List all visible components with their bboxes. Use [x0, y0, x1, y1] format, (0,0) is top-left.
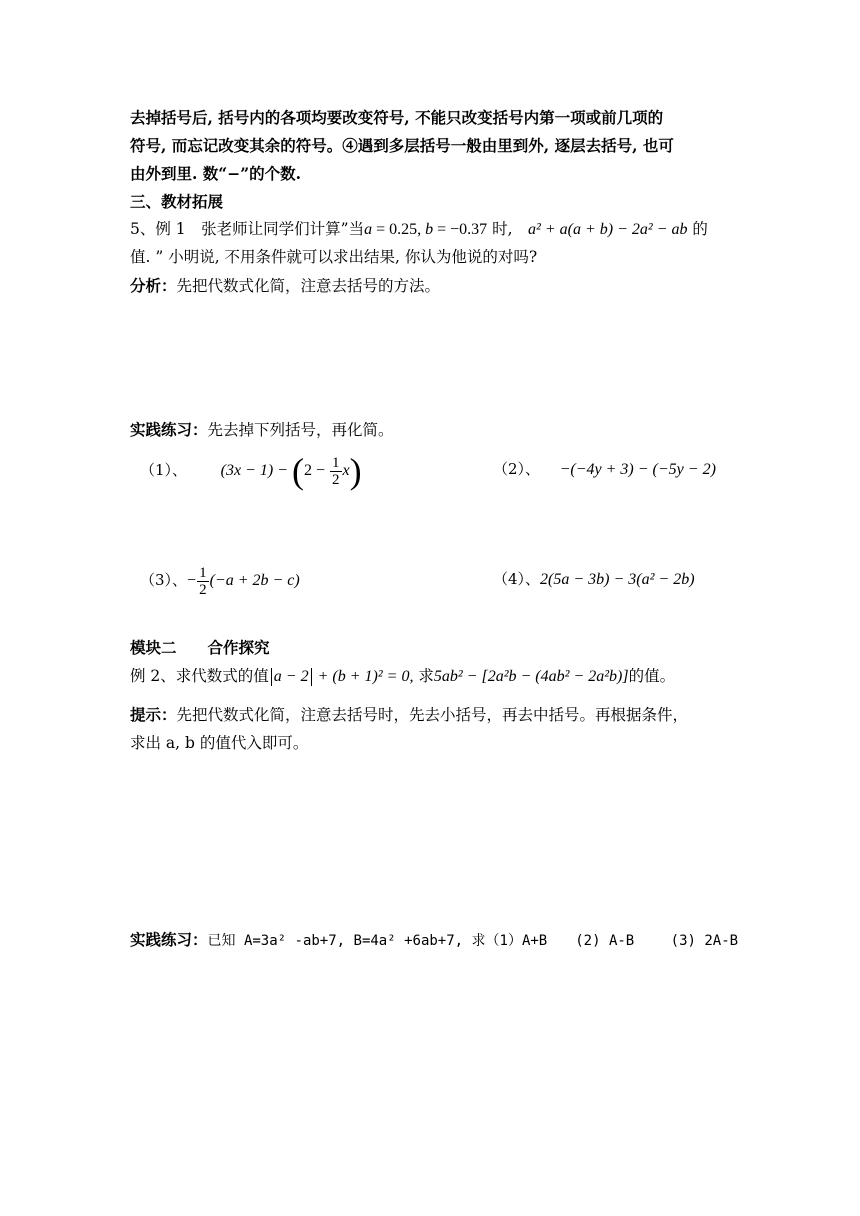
example-1-var-b: b [425, 221, 434, 238]
example-2 [130, 664, 675, 686]
example-2-expression: 5ab² − [2a²b − (4ab² − 2a²b)] [433, 668, 629, 685]
practice-2-text: 已知 A=3a² -ab+7, B=4a² +6ab+7, 求（1）A+B (2) A-B (3) 2A-B [207, 933, 739, 949]
item-1-number: （1）、 [140, 461, 188, 479]
example-1-a-value: = 0.25, [372, 221, 426, 238]
example-2-ask: 求 [413, 667, 434, 685]
intro-line-1: 去掉括号后, 括号内的各项均要改变符号, 不能只改变括号内第一项或前几项的 [130, 108, 664, 127]
practice-1-label: 实践练习： [130, 420, 208, 439]
item-4-number: （4）、 [493, 570, 541, 588]
hint-label: 提示： [130, 705, 177, 724]
item-3-fraction: $\frac{1}{2}$ [199, 564, 207, 598]
item-1-expr-b: 2 − [303, 462, 329, 479]
item-2-expression: −(−4y + 3) − (−5y − 2) [559, 461, 716, 478]
practice-item-4 [493, 568, 695, 589]
practice-1-heading [130, 418, 394, 440]
example-1-line-1 [130, 217, 708, 239]
example-1-b-value: = −0.37 [433, 221, 488, 238]
example-1-line-2: 值. ” 小明说, 不用条件就可以求出结果, 你认为他说的对吗? [130, 248, 538, 266]
intro-line-3: 由外到里. 数“−”的个数. [130, 164, 302, 183]
analysis-label: 分析： [130, 276, 177, 295]
example-1-var-a: a [364, 221, 373, 238]
item-4-expression: 2(5a − 3b) − 3(a² − 2b) [540, 571, 695, 588]
module-2-title: 模块二 合作探究 [130, 638, 270, 657]
item-1-expr-c: x [342, 462, 350, 479]
example-1-suffix: 的 [687, 220, 708, 238]
analysis [130, 274, 440, 296]
example-2-suffix: 的值。 [628, 667, 676, 685]
example-2-prefix: 例 2、求代数式的值 [130, 667, 269, 685]
practice-1-text: 先去掉下列括号，再化简。 [207, 421, 394, 439]
practice-2 [130, 928, 738, 950]
example-1-time: 时, [487, 220, 529, 238]
practice-item-2 [493, 458, 716, 479]
example-2-abs-expr: a − 2 [273, 668, 309, 685]
practice-item-1: （1）、 (3x − 1) − (2 − $\frac{1}{2}$ x) [140, 451, 362, 491]
hint-text-1: 先把代数式化简，注意去括号时，先去小括号，再去中括号。再根据条件， [176, 706, 689, 724]
item-1-expr-a: (3x − 1) − [220, 462, 292, 479]
section-title: 三、教材拓展 [130, 192, 224, 211]
example-1-expression: a² + a(a + b) − 2a² − ab [528, 221, 688, 238]
analysis-text: 先把代数式化简，注意去括号的方法。 [176, 277, 441, 295]
hint-line-2: 求出 a, b 的值代入即可。 [130, 734, 309, 752]
hint-line-1 [130, 703, 688, 725]
practice-item-3: （3）、− $\frac{1}{2}$ (−a + 2b − c) [140, 564, 300, 598]
example-2-condition: + (b + 1)² = 0, [313, 668, 414, 685]
practice-2-label: 实践练习： [130, 930, 208, 949]
item-2-number: （2）、 [493, 460, 541, 478]
intro-line-2: 符号, 而忘记改变其余的符号。④遇到多层括号一般由里到外, 逐层去括号, 也可 [130, 136, 674, 155]
example-1-prefix: 5、例 1 张老师让同学们计算”当 [130, 220, 365, 238]
item-3-expression: (−a + 2b − c) [209, 572, 300, 589]
item-3-number: （3）、 [140, 571, 188, 589]
item-1-fraction: $\frac{1}{2}$ [332, 454, 340, 488]
